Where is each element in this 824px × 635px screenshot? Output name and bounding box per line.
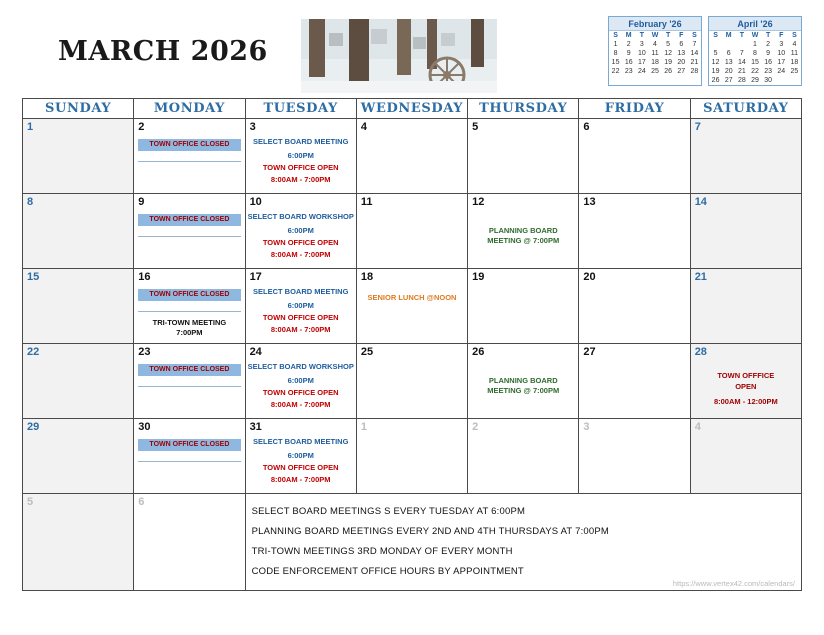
- day-number: 10: [249, 196, 262, 208]
- day-cell-next-3[interactable]: [579, 419, 690, 494]
- event-divider: [138, 161, 240, 162]
- event-town-office-closed: TOWN OFFICE CLOSED: [138, 439, 240, 451]
- mini-day: [722, 40, 735, 49]
- day-cell-2[interactable]: [134, 119, 245, 194]
- day-number: 1: [27, 121, 34, 133]
- week-row-1: [23, 119, 802, 194]
- mini-day: 3: [779, 41, 784, 48]
- weekday-header-monday: MONDAY: [134, 99, 245, 119]
- mini-day: 25: [790, 68, 799, 75]
- header-photo: [300, 18, 498, 94]
- day-number: 2: [138, 121, 145, 133]
- day-cell-21[interactable]: [690, 269, 801, 344]
- mini-day: [775, 76, 788, 85]
- note-line-3: TRI-TOWN MEETINGS 3RD MONDAY OF EVERY MONTH: [251, 546, 513, 557]
- day-number: 17: [249, 271, 262, 283]
- mini-day: 12: [711, 59, 720, 66]
- event-senior-lunch: SENIOR LUNCH @NOON: [367, 293, 457, 302]
- mini-dow: M: [625, 32, 632, 39]
- mini-dow: T: [665, 32, 671, 39]
- mini-day: 4: [653, 41, 657, 48]
- event-select-board-meeting: SELECT BOARD MEETING: [252, 287, 349, 296]
- mini-day: 25: [651, 68, 659, 75]
- day-number: 7: [694, 121, 701, 133]
- day-number: 20: [583, 271, 596, 283]
- day-cell-15[interactable]: [23, 269, 134, 344]
- note-line-4: CODE ENFORCEMENT OFFICE HOURS BY APPOINTMENT: [251, 566, 524, 577]
- day-cell-11[interactable]: [356, 194, 467, 269]
- event-select-board-meeting: SELECT BOARD MEETING: [252, 137, 349, 146]
- mini-day: 19: [711, 68, 720, 75]
- weekday-header-wednesday: WEDNESDAY: [356, 99, 467, 119]
- event-town-office-label: TOWN OFFFICE: [717, 371, 775, 380]
- mini-day: 14: [690, 50, 699, 57]
- day-number: 5: [472, 121, 479, 133]
- mini-calendar-next: [708, 16, 802, 86]
- mini-day: 21: [690, 59, 699, 66]
- day-cell-13[interactable]: [579, 194, 690, 269]
- event-town-office-open-label: OPEN: [735, 382, 757, 391]
- mini-day: 22: [611, 68, 620, 75]
- day-number: 14: [694, 196, 707, 208]
- mini-dow: M: [725, 32, 732, 39]
- mini-day: 24: [777, 68, 786, 75]
- day-number: 3: [249, 121, 256, 133]
- mini-day: 13: [724, 59, 733, 66]
- mini-day: [709, 40, 722, 49]
- mini-day: 23: [624, 68, 633, 75]
- day-cell-10[interactable]: [245, 194, 356, 269]
- mini-day: [735, 40, 748, 49]
- event-town-office-hours: 8:00AM - 7:00PM: [270, 475, 331, 484]
- day-cell-17[interactable]: [245, 269, 356, 344]
- event-town-office-open: TOWN OFFICE OPEN: [262, 163, 339, 172]
- day-number: 18: [360, 271, 374, 283]
- event-divider: [138, 461, 240, 462]
- mini-day: 26: [664, 68, 673, 75]
- day-number: 6: [583, 121, 590, 133]
- day-number: 4: [360, 121, 367, 133]
- mini-day: 28: [737, 77, 746, 84]
- mini-day: 12: [664, 50, 673, 57]
- day-number: 6: [138, 496, 145, 508]
- day-number: 21: [694, 271, 707, 283]
- day-cell-19[interactable]: [468, 269, 579, 344]
- mini-day: 16: [764, 59, 773, 66]
- mini-day: 17: [637, 59, 646, 66]
- day-cell-24[interactable]: [245, 344, 356, 419]
- event-planning-board: PLANNING BOARD: [488, 376, 558, 385]
- event-divider: [138, 236, 240, 237]
- mini-day: 23: [764, 68, 773, 75]
- event-town-office-open: TOWN OFFICE OPEN: [262, 238, 339, 247]
- mini-day: 11: [790, 50, 799, 57]
- day-cell-8[interactable]: [23, 194, 134, 269]
- weekday-header-saturday: SATURDAY: [690, 99, 801, 119]
- day-cell-29[interactable]: [23, 419, 134, 494]
- mini-day: 20: [724, 68, 733, 75]
- mini-dow: T: [765, 32, 771, 39]
- event-select-board-workshop: SELECT BOARD WORKSHOP: [247, 212, 354, 221]
- event-tri-town-meeting: TRI-TOWN MEETING: [152, 318, 227, 327]
- mini-day: 8: [613, 50, 618, 57]
- mini-day: 7: [739, 50, 744, 57]
- event-town-office-open: TOWN OFFICE OPEN: [262, 463, 339, 472]
- month-grid: [22, 98, 802, 591]
- mini-dow: T: [639, 32, 644, 39]
- day-cell-28[interactable]: [690, 344, 801, 419]
- mini-day: 6: [679, 41, 684, 48]
- day-cell-7[interactable]: [690, 119, 801, 194]
- day-number: 4: [694, 421, 701, 433]
- weekday-header-sunday: SUNDAY: [23, 99, 134, 119]
- mini-day: 19: [664, 59, 673, 66]
- day-cell-30[interactable]: [134, 419, 245, 494]
- mini-dow: S: [792, 32, 797, 39]
- weekday-header-tuesday: TUESDAY: [245, 99, 356, 119]
- mini-day: 5: [713, 50, 718, 57]
- calendar-header: [22, 14, 802, 98]
- day-cell-next-4[interactable]: [690, 419, 801, 494]
- day-cell-18[interactable]: [356, 269, 467, 344]
- mini-day: 27: [724, 77, 733, 84]
- event-planning-board-time: MEETING @ 7:00PM: [487, 386, 560, 395]
- mini-day: 15: [611, 59, 620, 66]
- day-number: 22: [27, 346, 40, 358]
- page-title: MARCH 2026: [58, 36, 268, 67]
- day-number: 15: [27, 271, 40, 283]
- week-row-4: [23, 344, 802, 419]
- day-cell-5[interactable]: [468, 119, 579, 194]
- event-select-board-time: 6:00PM: [287, 451, 314, 460]
- day-cell-next-5[interactable]: [23, 494, 134, 591]
- credit-link[interactable]: https://www.vertex42.com/calendars/: [672, 579, 795, 588]
- event-select-board-time: 6:00PM: [287, 301, 314, 310]
- event-select-board-time: 6:00PM: [287, 376, 314, 385]
- day-number: 16: [138, 271, 151, 283]
- day-cell-22[interactable]: [23, 344, 134, 419]
- mini-day: 26: [711, 77, 720, 84]
- notes-panel: [245, 494, 801, 591]
- mini-day: 7: [692, 41, 697, 48]
- day-cell-9[interactable]: [134, 194, 245, 269]
- event-town-office-hours: 8:00AM - 7:00PM: [270, 400, 331, 409]
- day-number: 23: [138, 346, 151, 358]
- mini-day: 20: [677, 59, 686, 66]
- mini-day: 11: [651, 50, 659, 57]
- event-divider: [138, 386, 240, 387]
- day-number: 8: [27, 196, 34, 208]
- mini-day: 6: [726, 50, 731, 57]
- day-number: 13: [583, 196, 596, 208]
- day-cell-31[interactable]: [245, 419, 356, 494]
- day-number: 3: [583, 421, 590, 433]
- mini-dow: S: [692, 32, 697, 39]
- mini-day: 15: [751, 59, 759, 66]
- event-town-office-hours: 8:00AM - 7:00PM: [270, 175, 331, 184]
- weekday-header-thursday: THURSDAY: [468, 99, 579, 119]
- day-number: 2: [472, 421, 479, 433]
- day-number: 5: [27, 496, 34, 508]
- mini-day: 21: [737, 68, 746, 75]
- week-row-6: [23, 494, 802, 591]
- day-cell-next-6[interactable]: [134, 494, 245, 591]
- day-cell-12[interactable]: [468, 194, 579, 269]
- mini-day: 28: [690, 68, 699, 75]
- day-number: 31: [249, 421, 262, 433]
- mini-day: 16: [624, 59, 633, 66]
- event-planning-board-time: MEETING @ 7:00PM: [487, 236, 560, 245]
- mini-day: 2: [766, 41, 771, 48]
- mini-day: 27: [677, 68, 686, 75]
- day-cell-6[interactable]: [579, 119, 690, 194]
- event-town-office-closed: TOWN OFFICE CLOSED: [138, 139, 240, 151]
- week-row-5: [23, 419, 802, 494]
- day-cell-16[interactable]: [134, 269, 245, 344]
- event-town-office-closed: TOWN OFFICE CLOSED: [138, 364, 240, 376]
- note-line-2: PLANNING BOARD MEETINGS EVERY 2ND AND 4TH THURSDAYS AT 7:00PM: [251, 526, 610, 537]
- note-line-1: SELECT BOARD MEETINGS S EVERY TUESDAY AT 6:00PM: [251, 506, 526, 517]
- event-select-board-time: 6:00PM: [287, 151, 314, 160]
- event-tri-town-time: 7:00PM: [176, 328, 203, 337]
- event-town-office-saturday-hours: 8:00AM - 12:00PM: [713, 397, 778, 406]
- mini-day: 3: [639, 41, 644, 48]
- day-number: 25: [360, 346, 374, 358]
- mini-day: 9: [766, 50, 771, 57]
- day-number: 24: [249, 346, 262, 358]
- day-cell-20[interactable]: [579, 269, 690, 344]
- day-number: 11: [360, 196, 373, 208]
- event-planning-board: PLANNING BOARD: [488, 226, 558, 235]
- mini-day: 10: [777, 50, 786, 57]
- mini-day: 13: [677, 50, 686, 57]
- event-town-office-open: TOWN OFFICE OPEN: [262, 388, 339, 397]
- day-cell-3[interactable]: [245, 119, 356, 194]
- mini-dow: F: [779, 32, 784, 39]
- mini-day: 30: [764, 77, 773, 84]
- mini-day: 22: [751, 68, 759, 75]
- weekday-header-friday: FRIDAY: [579, 99, 690, 119]
- mini-day: 5: [666, 41, 671, 48]
- day-number: 26: [472, 346, 485, 358]
- event-select-board-time: 6:00PM: [287, 226, 314, 235]
- event-town-office-closed: TOWN OFFICE CLOSED: [138, 214, 240, 226]
- mini-day: 18: [790, 59, 799, 66]
- mini-dow: W: [751, 32, 759, 39]
- mini-dow: W: [651, 32, 659, 39]
- day-cell-1[interactable]: [23, 119, 134, 194]
- mini-day: 2: [626, 41, 631, 48]
- day-number: 12: [472, 196, 485, 208]
- mini-day: 4: [792, 41, 797, 48]
- mini-day: 8: [753, 50, 757, 57]
- day-cell-4[interactable]: [356, 119, 467, 194]
- mini-day: 14: [737, 59, 746, 66]
- day-cell-26[interactable]: [468, 344, 579, 419]
- day-number: 1: [360, 421, 367, 433]
- mini-day: 9: [626, 50, 631, 57]
- event-town-office-hours: 8:00AM - 7:00PM: [270, 250, 331, 259]
- weekday-header-row: [23, 99, 802, 119]
- mini-day: 29: [751, 77, 759, 84]
- mini-day: 1: [753, 41, 757, 48]
- mini-calendar-prev-title: February '26: [609, 17, 701, 31]
- mini-calendars: [608, 16, 802, 86]
- event-select-board-meeting: SELECT BOARD MEETING: [252, 437, 349, 446]
- day-number: 30: [138, 421, 151, 433]
- event-town-office-closed: TOWN OFFICE CLOSED: [138, 289, 240, 301]
- day-number: 29: [27, 421, 40, 433]
- week-row-3: [23, 269, 802, 344]
- day-cell-next-2[interactable]: [468, 419, 579, 494]
- mini-day: 24: [637, 68, 646, 75]
- event-town-office-hours: 8:00AM - 7:00PM: [270, 325, 331, 334]
- event-select-board-workshop: SELECT BOARD WORKSHOP: [247, 362, 354, 371]
- day-number: 27: [583, 346, 596, 358]
- mini-dow: F: [679, 32, 684, 39]
- day-cell-27[interactable]: [579, 344, 690, 419]
- day-cell-25[interactable]: [356, 344, 467, 419]
- mini-day: 1: [613, 41, 618, 48]
- day-number: 28: [694, 346, 707, 358]
- day-number: 9: [138, 196, 145, 208]
- day-cell-14[interactable]: [690, 194, 801, 269]
- day-cell-next-1[interactable]: [356, 419, 467, 494]
- mini-day: 18: [651, 59, 659, 66]
- event-town-office-open: TOWN OFFICE OPEN: [262, 313, 339, 322]
- day-cell-23[interactable]: [134, 344, 245, 419]
- mini-dow: S: [613, 32, 618, 39]
- mini-dow: S: [713, 32, 718, 39]
- day-number: 19: [472, 271, 485, 283]
- mini-calendar-prev: [608, 16, 702, 86]
- mini-calendar-next-title: April '26: [709, 17, 801, 31]
- mini-day: 17: [777, 59, 786, 66]
- mini-day: [788, 76, 801, 85]
- mini-dow: T: [739, 32, 744, 39]
- event-divider: [138, 311, 240, 312]
- mini-day: 10: [637, 50, 646, 57]
- week-row-2: [23, 194, 802, 269]
